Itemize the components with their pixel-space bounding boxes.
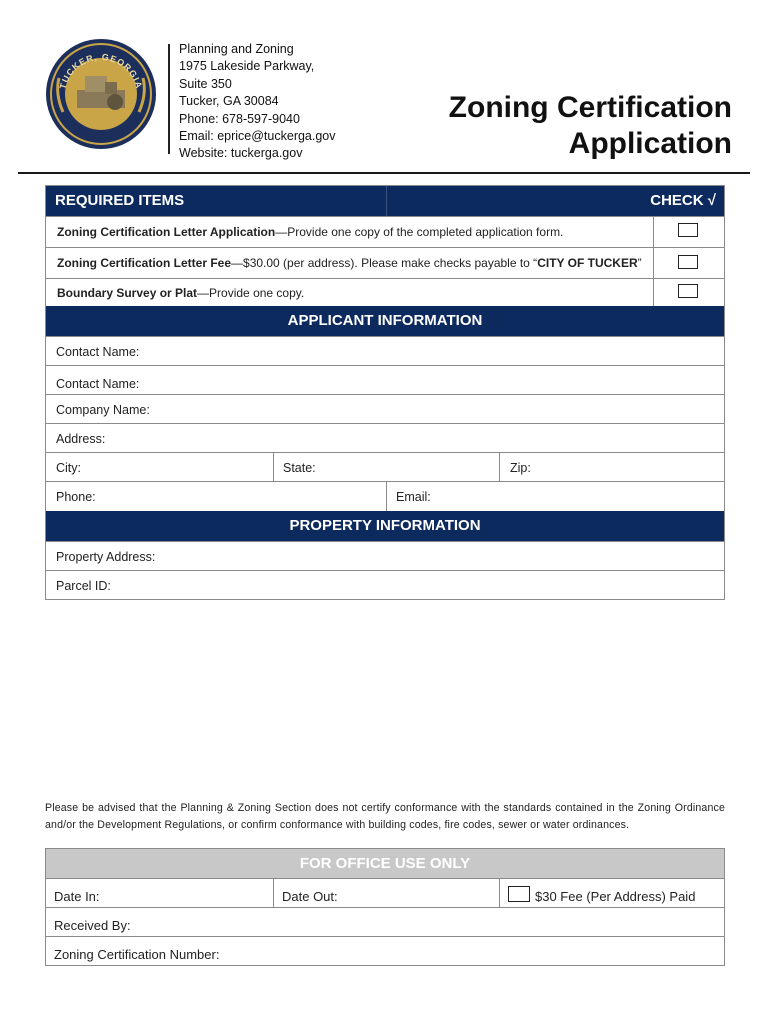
contact-line: Phone: 678-597-9040 (179, 111, 300, 126)
item-bold: Zoning Certification Letter Application (57, 225, 276, 239)
item-bold-payee: CITY OF TUCKER (537, 256, 638, 270)
check-cell (653, 248, 724, 278)
fee-paid-label: $30 Fee (Per Address) Paid (535, 889, 696, 904)
header-divider (168, 44, 170, 154)
item-bold: Boundary Survey or Plat (57, 286, 198, 300)
title-line-1: Zoning Certification (448, 91, 732, 124)
contact-line: Tucker, GA 30084 (179, 94, 279, 109)
applicant-row (46, 336, 724, 365)
svg-text:TUCKER, GEORGIA: TUCKER, GEORGIA (57, 51, 145, 91)
check-cell (653, 217, 724, 247)
item-bold: Zoning Certification Letter Fee (57, 256, 232, 270)
received-by-field[interactable]: Received By: (54, 918, 131, 933)
applicant-info-table (45, 306, 725, 512)
zip-field[interactable]: Zip: (499, 453, 724, 481)
check-cell (653, 279, 724, 307)
contact-line: Planning and Zoning (179, 42, 294, 56)
disclaimer-notice: Please be advised that the Planning & Zoning Section does not certify conformance with the standards contained in the Zoning Ordinance and/or the Development Regulations, or confirm conformance with building codes, fire codes, sewer or water ordinances. (45, 802, 725, 831)
required-item-row (46, 278, 724, 307)
applicant-row (46, 481, 724, 511)
checkbox-application[interactable] (678, 223, 698, 237)
office-row (46, 878, 724, 907)
certification-number-field[interactable]: Zoning Certification Number: (54, 947, 220, 962)
applicant-info-heading: APPLICANT INFORMATION (287, 312, 483, 329)
contact-line: Email: eprice@tuckerga.gov (179, 129, 336, 144)
required-item-text (46, 217, 652, 247)
city-seal-logo (45, 38, 157, 150)
page-title (449, 90, 732, 162)
applicant-row (46, 365, 724, 394)
checkbox-survey[interactable] (678, 284, 698, 298)
contact-line: Website: tuckerga.gov (179, 146, 303, 161)
required-item-row (46, 216, 724, 247)
email-field[interactable]: Email: (386, 482, 724, 511)
office-use-table (45, 848, 725, 966)
fee-paid-cell (499, 879, 724, 907)
property-row (46, 570, 724, 599)
contact-line: 1975 Lakeside Parkway, (179, 59, 315, 74)
item-text: —Provide one copy of the completed application form. (275, 225, 564, 239)
parcel-id-field[interactable]: Parcel ID: (56, 579, 111, 593)
title-line-2: Application (568, 127, 732, 160)
office-use-heading: FOR OFFICE USE ONLY (299, 855, 471, 872)
office-row (46, 907, 724, 936)
required-items-header (46, 186, 724, 216)
contact-name-field-2[interactable]: Contact Name: (56, 377, 140, 391)
applicant-row (46, 452, 724, 481)
fee-paid-checkbox[interactable] (508, 886, 530, 902)
property-info-header (46, 511, 724, 541)
checkbox-fee[interactable] (678, 255, 698, 269)
header-rule (18, 172, 750, 174)
company-name-field[interactable]: Company Name: (56, 403, 150, 417)
check-heading: CHECK √ (650, 192, 716, 209)
item-text: —Provide one copy. (197, 286, 305, 300)
address-field[interactable]: Address: (56, 432, 106, 446)
office-row (46, 936, 724, 965)
required-items-heading: REQUIRED ITEMS (55, 192, 185, 209)
required-item-row (46, 247, 724, 278)
date-out-field[interactable]: Date Out: (273, 879, 500, 907)
required-items-table (45, 185, 725, 308)
contact-line: Suite 350 (179, 76, 232, 91)
header-separator (386, 186, 387, 216)
item-tail: ” (637, 256, 642, 270)
state-field[interactable]: State: (273, 453, 501, 481)
phone-field[interactable]: Phone: (56, 490, 96, 504)
property-info-heading: PROPERTY INFORMATION (289, 517, 481, 534)
applicant-row (46, 423, 724, 452)
item-text: —$30.00 (per address). Please make checks payable to “ (231, 256, 538, 270)
property-address-field[interactable]: Property Address: (56, 550, 156, 564)
required-item-text (46, 248, 652, 278)
contact-name-field[interactable]: Contact Name: (56, 345, 140, 359)
applicant-info-header (46, 306, 724, 336)
applicant-row (46, 394, 724, 423)
property-row (46, 541, 724, 570)
contact-block (179, 41, 336, 163)
required-item-text (46, 279, 652, 307)
city-field[interactable]: City: (56, 461, 81, 475)
office-use-header (46, 849, 724, 878)
property-info-table (45, 511, 725, 600)
date-in-field[interactable]: Date In: (54, 889, 100, 904)
